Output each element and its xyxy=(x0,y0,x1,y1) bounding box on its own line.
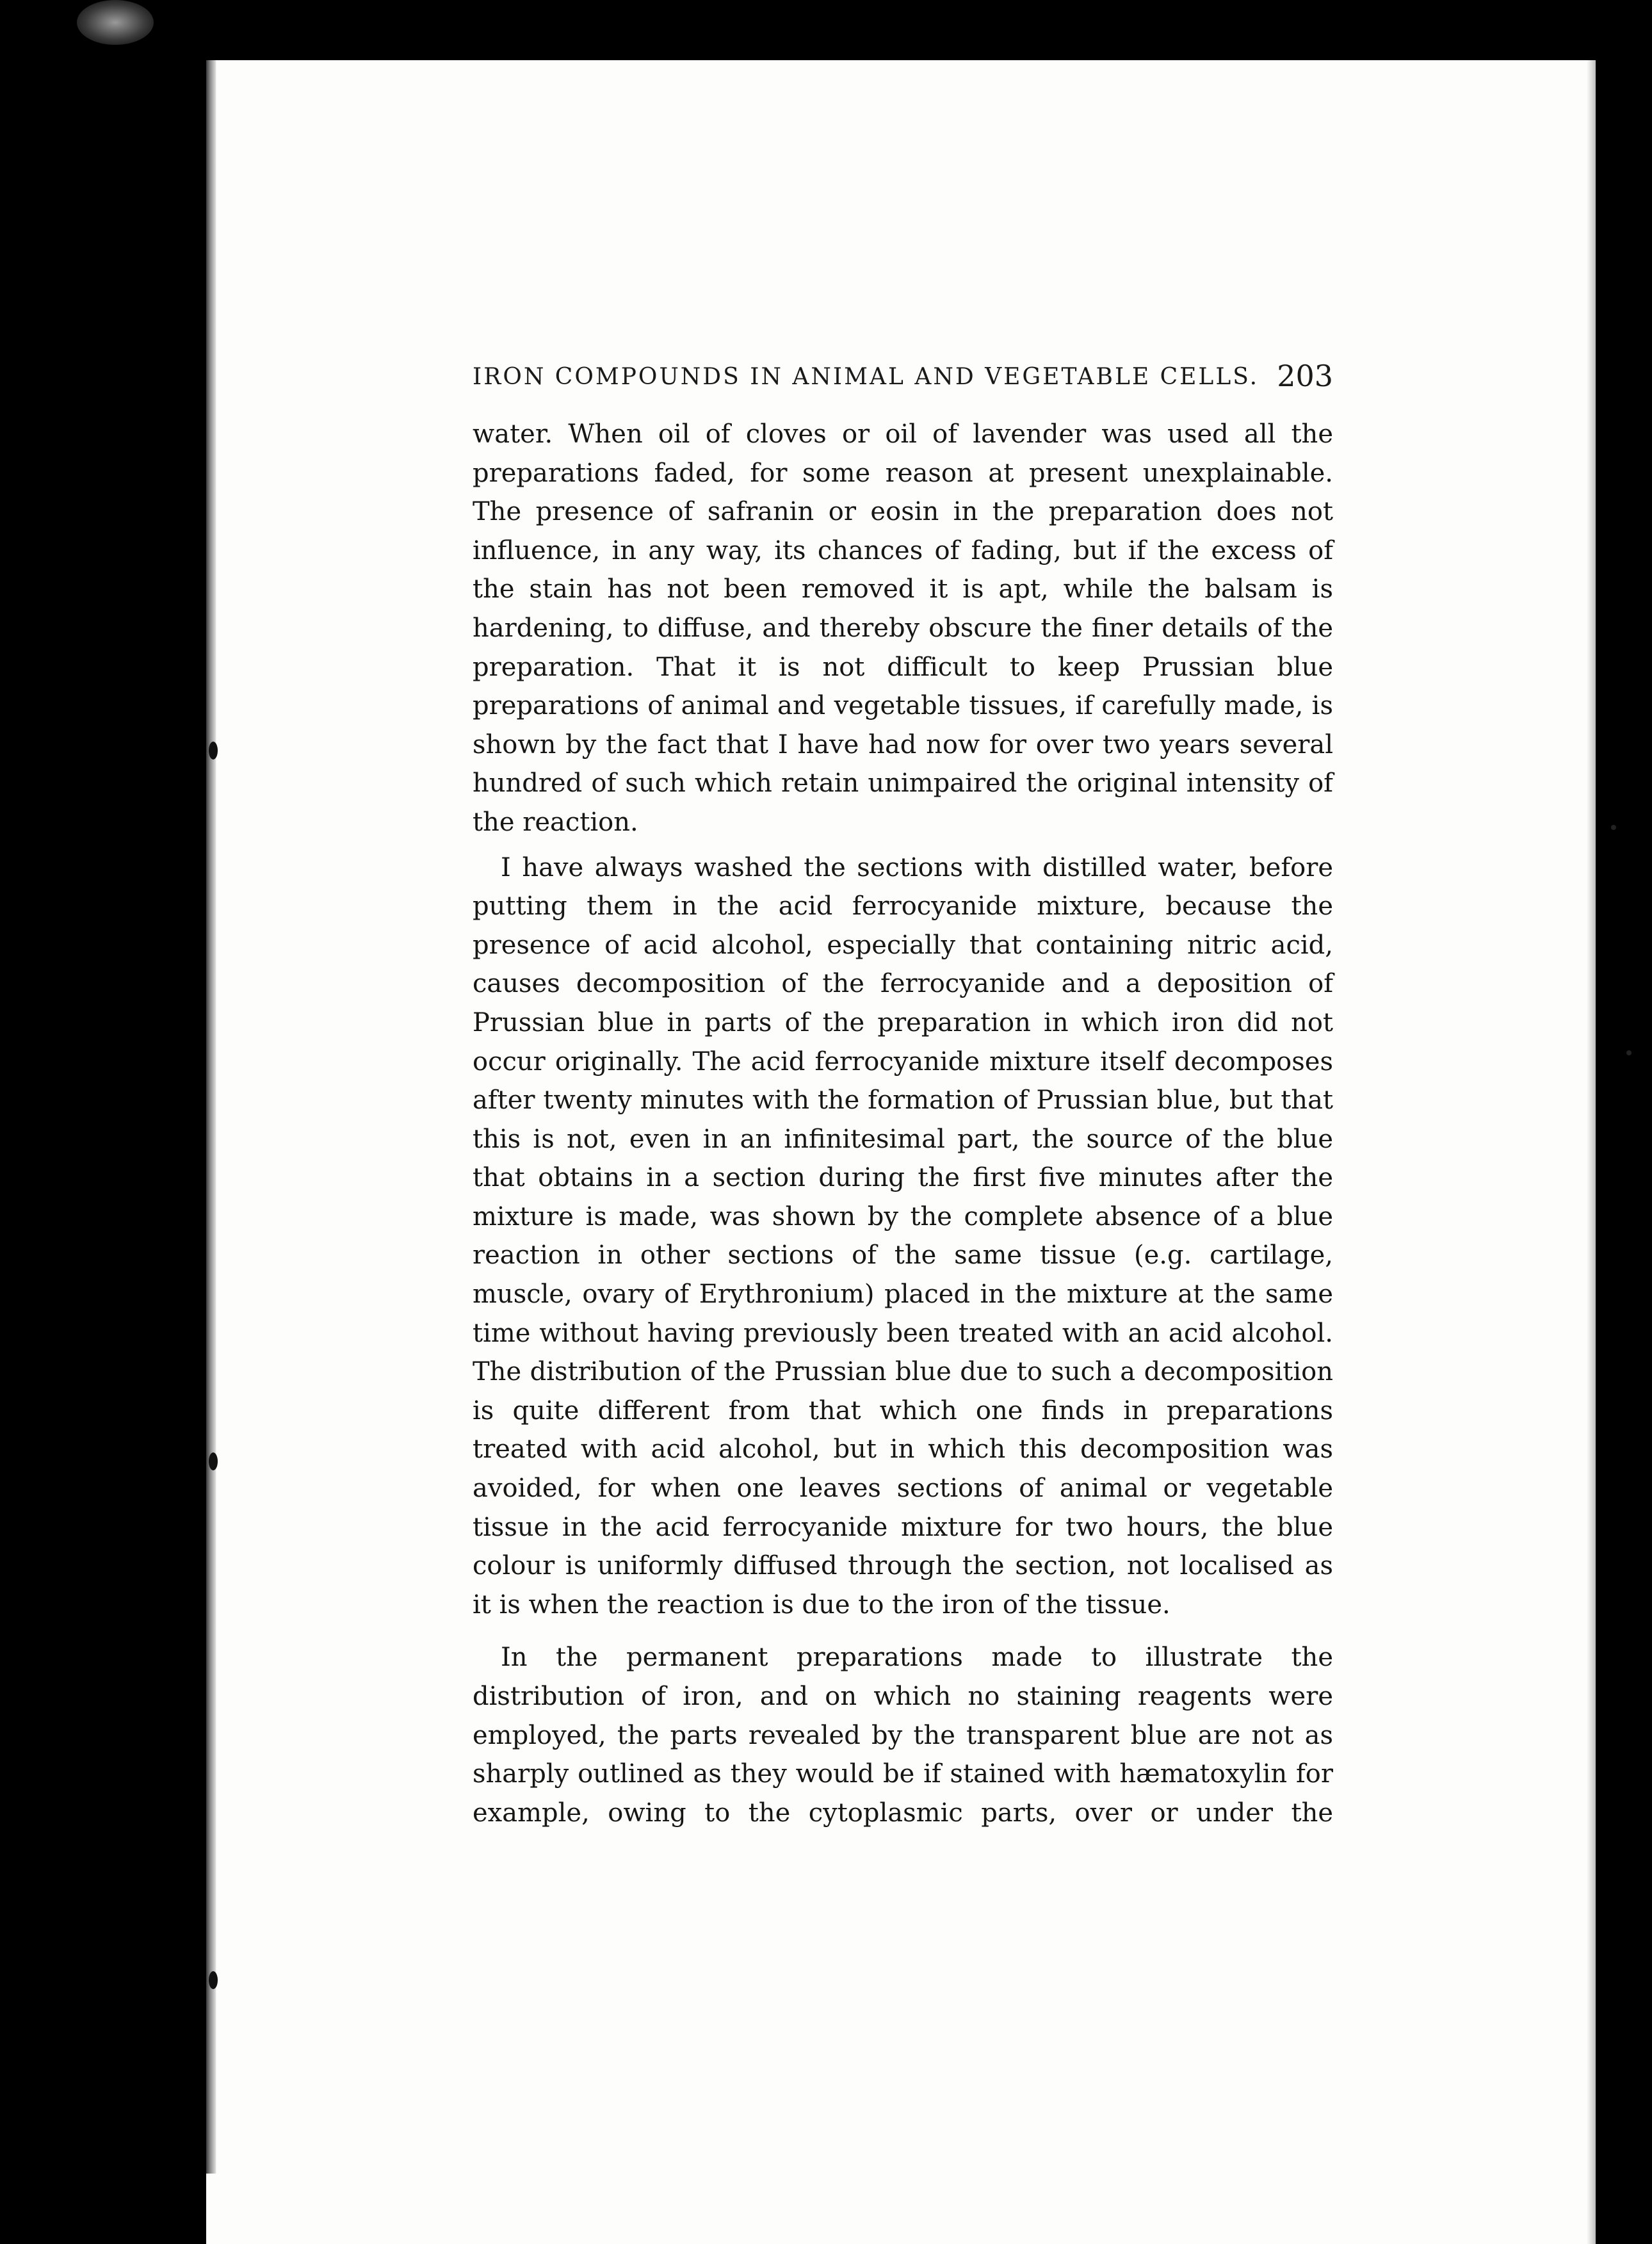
running-header xyxy=(473,359,1333,397)
paragraph-continued: water. When oil of cloves or oil of lavender was used all the preparations faded, for some reason at present unexplainable. The presence of safranin or eosin in the preparation does not influence, in any way, its chances of fading, but if the excess of the stain has not been removed it is apt, while the balsam is hardening, to diffuse, and thereby obscure the finer details of the preparation. That it is not difficult to keep Prussian blue preparations of animal and vegetable tissues, if carefully made, is shown by the fact that I have had now for over two years several hundred of such which retain unimpaired the original intensity of the reaction. xyxy=(473,419,1333,837)
page-gutter-shadow xyxy=(206,60,216,2174)
scan-smudge xyxy=(77,0,154,45)
body-text xyxy=(473,415,1333,1832)
scan-speck xyxy=(1626,1050,1632,1055)
page-number: 203 xyxy=(1277,359,1333,393)
binding-mark xyxy=(209,742,218,760)
page-edge-right xyxy=(1587,60,1596,2244)
binding-mark xyxy=(209,1971,218,1989)
running-title: IRON COMPOUNDS IN ANIMAL AND VEGETABLE CELLS. xyxy=(473,364,1259,390)
paragraph: I have always washed the sections with distilled water, before putting them in the acid ferrocyanide mixture, because the presence of acid alcohol, especially that containing nitric acid, causes decomposition of the ferrocyanide and a deposition of Prussian blue in parts of the preparation in which iron did not occur originally. The acid ferrocyanide mixture itself decomposes after twenty minutes with the formation of Prussian blue, but that this is not, even in an infinitesimal part, the source of the blue that obtains in a section during the first five minutes after the mixture is made, was shown by the complete absence of a blue reaction in other sections of the same tissue (e.g. cartilage, muscle, ovary of Erythronium) placed in the mixture at the same time without having previously been treated with an acid alcohol. The distribution of the Prussian blue due to such a decomposition is quite different from that which one finds in preparations treated with acid alcohol, but in which this decomposition was avoided, for when one leaves sections of animal or vegetable tissue in the acid ferrocyanide mixture for two hours, the blue colour is uniformly diffused through the section, not localised as it is when the reaction is due to the iron of the tissue. xyxy=(473,852,1333,1620)
scan-speck xyxy=(1611,825,1616,830)
binding-mark xyxy=(209,1452,218,1470)
paragraph: In the permanent preparations made to illustrate the distribution of iron, and on which no staining reagents were employed, the parts revealed by the transparent blue are not as sharply outlined as they would be if stained with hæmatoxylin for example, owing to the cytoplasmic parts, over or under the xyxy=(473,1643,1333,1828)
